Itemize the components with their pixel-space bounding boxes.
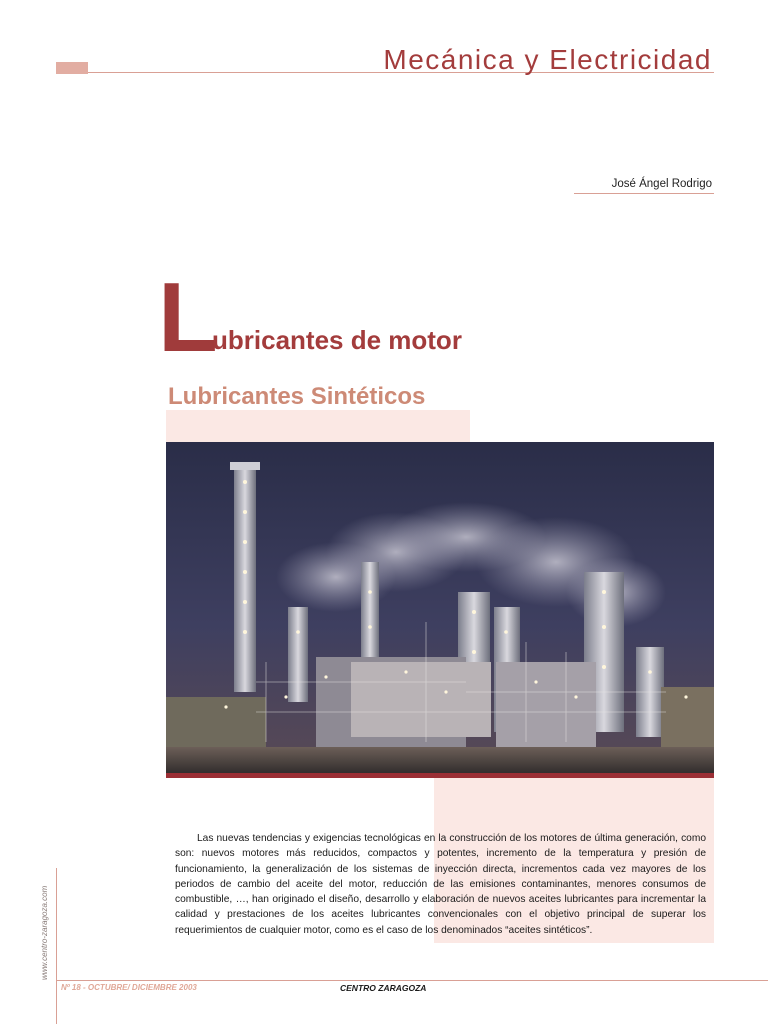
article-body: Las nuevas tendencias y exigencias tecnológicas en la construcción de los motores de última generación, como son: nuevos motores más reducidos, compactos y potentes, incremento de la temperatura y presión de funcionamiento, la generalización de los sistemas de inyección directa, incrementos cada vez mayores de los periodos de cambio del aceite del motor, reducción de las emisiones contaminantes, menores consumos de combustible, …, han originado el diseño, desarrollo y elaboración de nuevos aceites lubricantes para incrementar la calidad y prestaciones de los aceites lubricantes convencionales con el objetivo principal de superar los requerimientos de cualquier motor, como es el caso de los denominados “aceites sintéticos”. xyxy=(175,833,706,936)
subtitle-background xyxy=(166,410,470,442)
article-subtitle: Lubricantes Sintéticos xyxy=(168,383,426,410)
publisher-name: CENTRO ZARAGOZA xyxy=(340,983,427,993)
title-drop-cap: L xyxy=(158,262,215,372)
section-title: Mecánica y Electricidad xyxy=(383,44,712,75)
side-rule xyxy=(56,868,57,1024)
side-url: www.centro-zaragoza.com xyxy=(40,885,49,980)
issue-info: Nº 18 - OCTUBRE/ DICIEMBRE 2003 xyxy=(61,983,197,992)
refinery-photo xyxy=(166,442,714,775)
article-title: ubricantes de motor xyxy=(212,325,462,355)
author-name: José Ángel Rodrigo xyxy=(611,178,712,190)
author-rule xyxy=(574,193,714,194)
header-accent-block xyxy=(56,62,88,74)
footer-rule xyxy=(56,980,768,981)
